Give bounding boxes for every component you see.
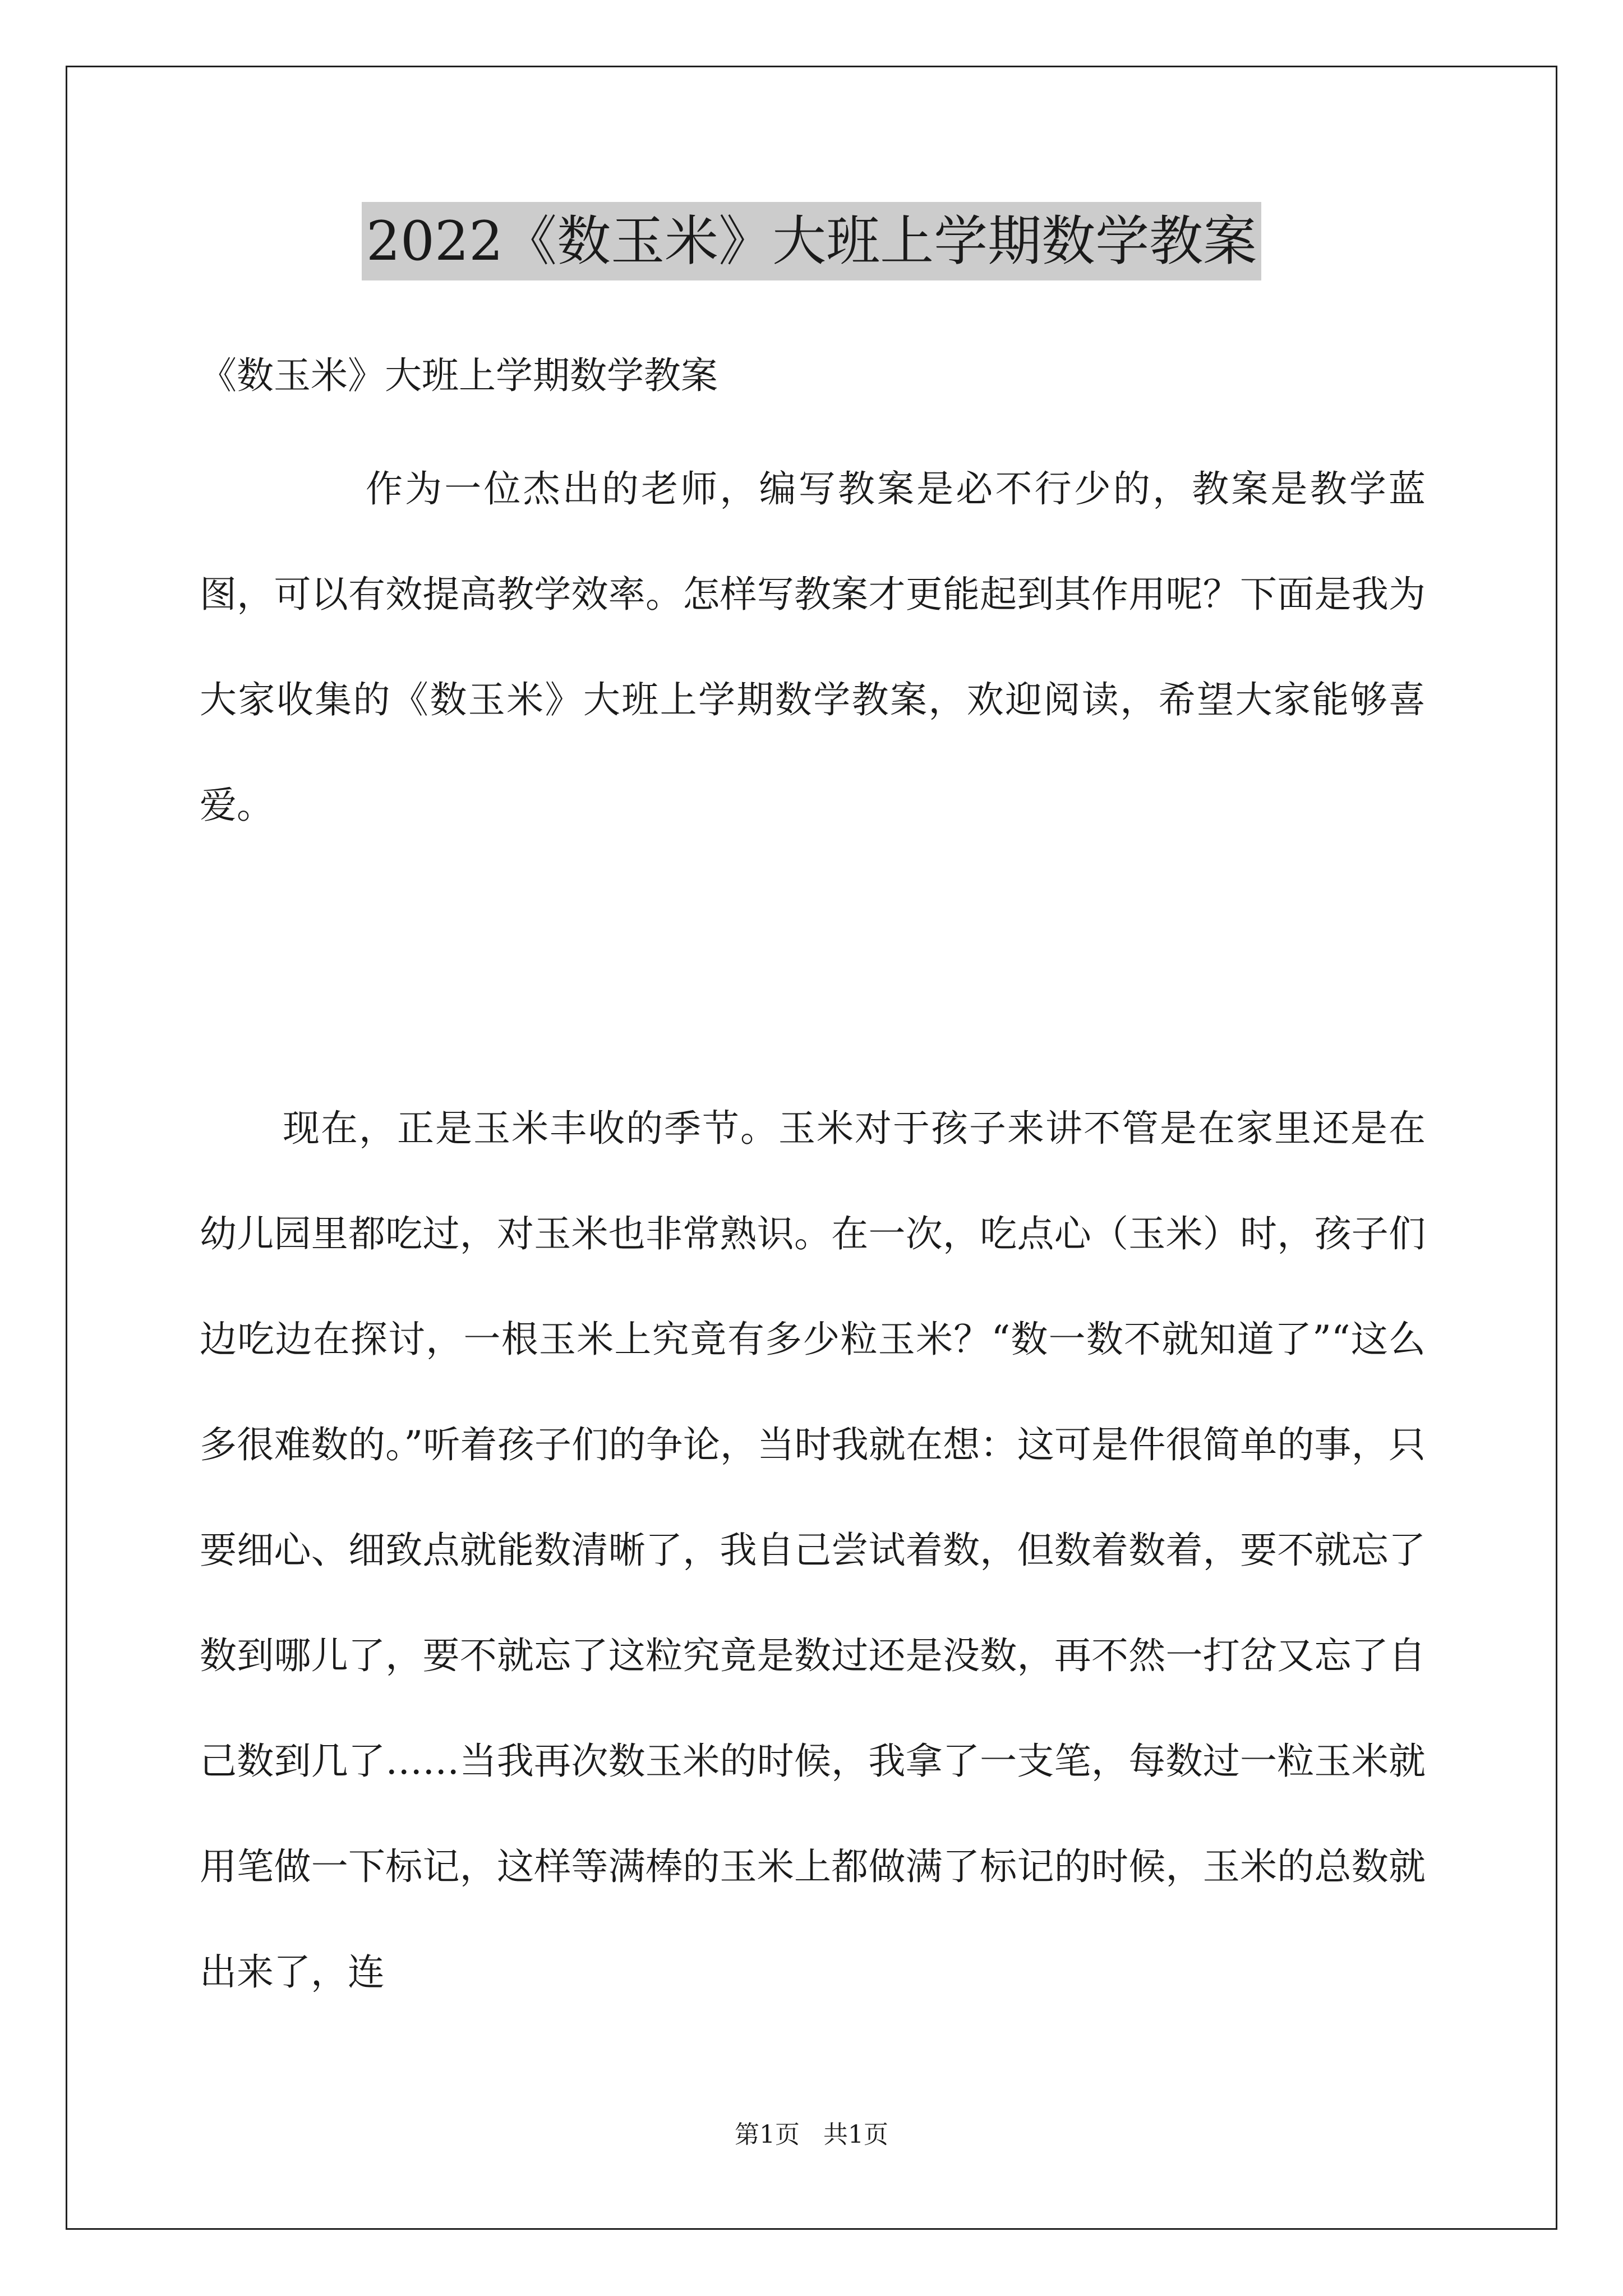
document-title-text: 2022《数玉米》大班上学期数学教案 bbox=[362, 202, 1261, 280]
page-footer: 第1页 共1页 bbox=[735, 2120, 888, 2149]
document-title bbox=[0, 202, 1623, 280]
intro-paragraph: 作为一位杰出的老师，编写教案是必不行少的，教案是教学蓝图，可以有效提高教学效率。怎样写教案才更能起到其作用呢？下面是我为大家收集的《数玉米》大班上学期数学教案，欢迎阅读，希望大家能够喜爱。 bbox=[200, 467, 1426, 827]
body-paragraph: 现在，正是玉米丰收的季节。玉米对于孩子来讲不管是在家里还是在幼儿园里都吃过，对玉米也非常熟识。在一次，吃点心（玉米）时，孩子们边吃边在探讨，一根玉米上究竟有多少粒玉米？“数一数不就知道了”“这么多很难数的。”听着孩子们的争论，当时我就在想：这可是件很简单的事，只要细心、细致点就能数清晰了，我自己尝试着数，但数着数着，要不就忘了数到哪儿了，要不就忘了这粒究竟是数过还是没数，再不然一打岔又忘了自己数到几了……当我再次数玉米的时候，我拿了一支笔，每数过一粒玉米就用笔做一下标记，这样等满棒的玉米上都做满了标记的时候，玉米的总数就出来了，连 bbox=[200, 1107, 1426, 1994]
document-subtitle: 《数玉米》大班上学期数学教案 bbox=[200, 354, 718, 397]
